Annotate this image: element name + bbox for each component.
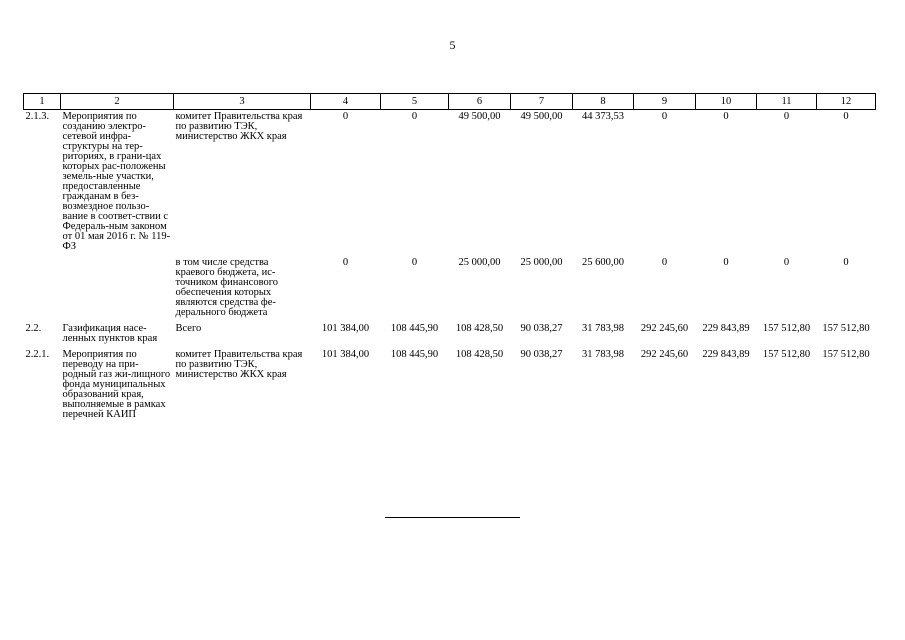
row-value: 108 445,90 <box>390 323 439 334</box>
header-row <box>24 94 876 110</box>
row-value: 157 512,80 <box>762 349 811 360</box>
row-value: 108 428,50 <box>455 349 504 360</box>
table-row <box>24 256 876 322</box>
header-cell: 7 <box>511 94 573 110</box>
row-value: 229 843,89 <box>702 349 750 360</box>
footer-rule <box>385 517 520 518</box>
row-value: 292 245,60 <box>640 323 689 334</box>
budget-table <box>23 93 876 424</box>
header-cell: 10 <box>696 94 757 110</box>
header-cell: 9 <box>634 94 696 110</box>
row-value: 0 <box>661 111 668 122</box>
row-name: Газификация насе-ленных пунктов края <box>62 323 158 344</box>
row-code: 2.1.3. <box>25 111 50 122</box>
row-code: 2.2. <box>25 323 42 334</box>
row-value: 31 783,98 <box>582 323 624 334</box>
row-executor: комитет Правительства края по развитию ТЭК, министерство ЖКХ края <box>175 111 303 142</box>
row-name: Мероприятия по переводу на при-родный газ жи-лищного фонда муниципальных образований края, выполняемые в рамках перечней КАИП <box>62 349 171 420</box>
row-value: 25 000,00 <box>458 257 501 268</box>
row-code: 2.2.1. <box>25 349 50 360</box>
row-executor: Всего <box>175 323 202 334</box>
table-row <box>24 110 876 257</box>
row-code <box>24 256 61 322</box>
row-value: 0 <box>661 257 668 268</box>
row-value: 0 <box>783 111 790 122</box>
row-value: 157 512,80 <box>762 323 811 334</box>
row-value: 0 <box>411 111 418 122</box>
table-row <box>24 348 876 424</box>
row-value: 0 <box>723 257 729 268</box>
row-value: 108 428,50 <box>455 323 504 334</box>
row-value: 229 843,89 <box>702 323 750 334</box>
header-cell: 5 <box>381 94 449 110</box>
row-value: 108 445,90 <box>390 349 439 360</box>
header-cell: 4 <box>311 94 381 110</box>
row-value: 49 500,00 <box>458 111 501 122</box>
header-cell: 6 <box>449 94 511 110</box>
row-value: 101 384,00 <box>321 349 370 360</box>
row-value: 0 <box>843 111 849 122</box>
table-row <box>24 322 876 348</box>
row-name <box>61 256 174 322</box>
row-name: Мероприятия по созданию электро-сетевой инфра-структуры на тер-риториях, в грани-цах которых рас-положены земель-ные участки, предоставленные гражданам в без-возмездное пользо-вание в соответ-ствии с Федераль-ным законом от 01 мая 2016 г. № 119-ФЗ <box>62 111 171 252</box>
row-value: 0 <box>342 257 349 268</box>
row-value: 157 512,80 <box>822 349 870 360</box>
row-value: 292 245,60 <box>640 349 689 360</box>
header-cell: 3 <box>174 94 311 110</box>
row-value: 101 384,00 <box>321 323 370 334</box>
row-value: 0 <box>342 111 349 122</box>
row-value: 44 373,53 <box>582 111 624 122</box>
header-cell: 12 <box>817 94 876 110</box>
header-cell: 8 <box>573 94 634 110</box>
page-number: 5 <box>449 38 456 52</box>
row-value: 25 600,00 <box>582 257 624 268</box>
row-value: 31 783,98 <box>582 349 624 360</box>
row-value: 0 <box>783 257 790 268</box>
header-cell: 11 <box>757 94 817 110</box>
row-value: 0 <box>843 257 849 268</box>
row-executor: в том числе средства краевого бюджета, ис-точником финансового обеспечения которых являются средства фе-дерального бюджета <box>175 257 278 318</box>
row-value: 157 512,80 <box>822 323 870 334</box>
header-cell: 2 <box>61 94 174 110</box>
row-value: 49 500,00 <box>520 111 563 122</box>
row-value: 0 <box>411 257 418 268</box>
row-executor: комитет Правительства края по развитию ТЭК, министерство ЖКХ края <box>175 349 303 380</box>
row-value: 90 038,27 <box>520 323 563 334</box>
row-value: 25 000,00 <box>520 257 563 268</box>
header-cell: 1 <box>24 94 61 110</box>
row-value: 0 <box>723 111 729 122</box>
row-value: 90 038,27 <box>520 349 563 360</box>
